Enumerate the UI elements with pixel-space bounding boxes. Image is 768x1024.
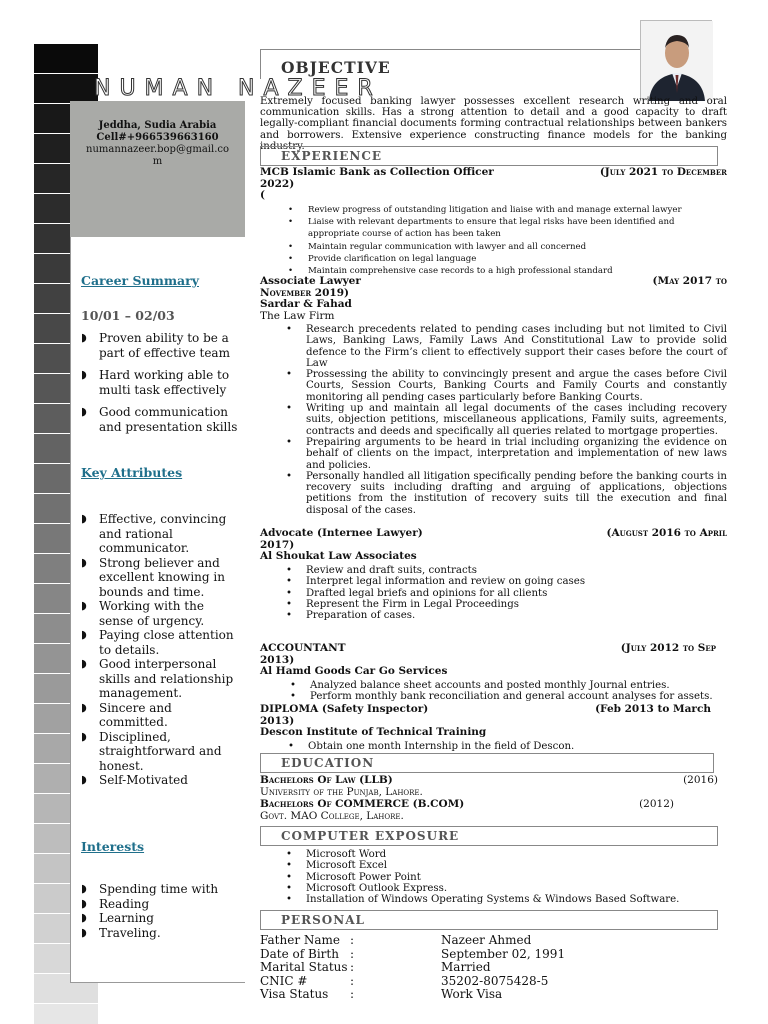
job-dates: (Feb 2013 to March <box>595 703 711 715</box>
personal-value: September 02, 1991 <box>441 946 566 961</box>
personal-value: 35202-8075428-5 <box>441 973 549 988</box>
job-2-duties <box>282 324 727 516</box>
employer-sub: The Law Firm <box>260 309 335 322</box>
career-dates: 10/01 – 02/03 <box>81 308 175 323</box>
experience-heading-text: EXPERIENCE <box>281 149 383 163</box>
job-5-duties <box>284 741 724 752</box>
institution: University of the Punjab, Lahore. <box>260 785 423 798</box>
list-item: • Interpret legal information and review on going cases <box>282 576 722 587</box>
list-item: • Maintain comprehensive case records to a high professional standard <box>284 265 726 277</box>
email-line-2: m <box>152 156 163 167</box>
employer: Al Hamd Goods Car Go Services <box>260 665 448 677</box>
career-summary-heading: Career Summary <box>81 273 199 288</box>
degree-year: (2016) <box>683 774 718 786</box>
personal-label: CNIC # <box>260 973 308 988</box>
list-item: ◗ Traveling. <box>81 926 241 941</box>
objective-heading <box>260 49 640 79</box>
list-item: • Liaise with relevant departments to ensure that legal risks have been identified and appropriate course of action has been taken <box>284 216 726 240</box>
interests-list <box>81 882 241 940</box>
job-dates: (August 2016 to April <box>606 527 727 539</box>
list-item: • Microsoft Outlook Express. <box>282 883 722 894</box>
job-paren: ( <box>260 189 265 201</box>
job-3-duties <box>282 565 722 621</box>
job-4-duties <box>286 680 726 703</box>
list-item: • Provide clarification on legal language <box>284 253 726 265</box>
personal-value: Married <box>441 960 491 975</box>
computer-exposure-heading-text: COMPUTER EXPOSURE <box>281 829 460 843</box>
personal-heading <box>260 910 718 930</box>
list-item: ◗ Disciplined, straightforward and honest. <box>81 730 241 774</box>
job-dates-end: November 2019) <box>260 286 350 299</box>
personal-separator: : <box>350 973 355 988</box>
degree-year: (2012) <box>639 798 674 810</box>
computer-skills-list <box>282 849 722 905</box>
list-item: • Perform monthly bank reconciliation and general account analyses for assets. <box>286 691 726 702</box>
personal-value: Work Visa <box>441 987 503 1002</box>
list-item: ◗ Good communication and presentation skills <box>81 405 241 434</box>
list-item: • Microsoft Excel <box>282 860 722 871</box>
list-item: ◗ Spending time with <box>81 882 241 897</box>
job-1-duties <box>284 204 726 277</box>
list-item: • Microsoft Power Point <box>282 872 722 883</box>
list-item: • Preparation of cases. <box>282 610 722 621</box>
list-item: ◗ Self-Motivated <box>81 773 241 788</box>
list-item: • Maintain regular communication with lawyer and all concerned <box>284 241 726 253</box>
institution: Govt. MAO College, Lahore. <box>260 809 404 822</box>
list-item: • Prepairing arguments to be heard in trial including organizing the evidence on behalf of clients on the impact, interpretation and implementation of new laws and policies. <box>282 437 727 471</box>
strip-segment <box>34 44 98 73</box>
list-item: • Microsoft Word <box>282 849 722 860</box>
list-item: ◗ Paying close attention to details. <box>81 628 241 657</box>
key-attributes-list <box>81 512 241 788</box>
list-item: ◗ Proven ability to be a part of effective team <box>81 331 241 360</box>
list-item: • Analyzed balance sheet accounts and posted monthly Journal entries. <box>286 680 726 691</box>
list-item: • Drafted legal briefs and opinions for all clients <box>282 588 722 599</box>
list-item: • Writing up and maintain all legal documents of the cases including recovery suits, objection petitions, miscellaneous applications, Family suits, agreements, contracts and deeds and specifically all queries related to mortgage properties. <box>282 403 727 437</box>
computer-exposure-heading <box>260 826 718 846</box>
education-entry-1 <box>260 775 718 798</box>
interests-heading: Interests <box>81 839 145 854</box>
personal-separator: : <box>350 946 355 961</box>
personal-details <box>260 934 720 1004</box>
list-item: ◗ Good interpersonal skills and relationship management. <box>81 657 241 701</box>
personal-heading-text: PERSONAL <box>281 913 365 927</box>
strip-segment <box>34 74 98 103</box>
degree: Bachelors Of COMMERCE (B.COM) <box>260 798 465 810</box>
list-item: ◗ Strong believer and excellent knowing in bounds and time. <box>81 556 241 600</box>
list-item: ◗ Reading <box>81 897 241 912</box>
personal-label: Father Name <box>260 933 341 947</box>
list-item: • Research precedents related to pending cases including but not limited to Civil Laws, Banking Laws, Family Laws And Constitutional Law to provide solid defence to the Firm’s client to effectively support their cases before the court of Law <box>282 324 727 369</box>
degree: Bachelors Of Law (LLB) <box>260 774 393 786</box>
job-1 <box>260 167 727 202</box>
list-item: ◗ Learning <box>81 911 241 926</box>
list-item: ◗ Sincere and committed. <box>81 701 241 730</box>
list-item: • Prossessing the ability to convincingly present and argue the cases before Civil Courts, Session Courts, Banking Courts and Family Courts and constantly monitoring all pending cases particularly before Banking Courts. <box>282 369 727 403</box>
job-dates-end: 2022) <box>260 177 295 190</box>
list-item: • Review and draft suits, contracts <box>282 565 722 576</box>
job-dates: (July 2012 to Sep <box>620 642 716 654</box>
job-dates-end: 2013) <box>260 714 295 727</box>
objective-text: Extremely focused banking lawyer possesses excellent research writing and oral communication skills. Has a strong attention to detail and a good capacity to draft legally-compliant financial documents forming contractual relationships between bankers and borrowers. Extensive experience constructing finance models for the banking industry. <box>260 96 727 152</box>
personal-label: Marital Status <box>260 960 348 975</box>
job-dates-end: 2013) <box>260 653 295 666</box>
objective-heading-text: OBJECTIVE <box>281 58 391 77</box>
personal-label: Date of Birth <box>260 946 339 961</box>
career-summary-list <box>81 331 241 434</box>
personal-label: Visa Status <box>260 987 329 1002</box>
list-item: • Review progress of outstanding litigation and liaise with and manage external lawyer <box>284 204 726 216</box>
profile-photo <box>640 20 712 100</box>
experience-heading <box>260 146 718 166</box>
person-photo-icon <box>641 21 713 101</box>
job-title: ACCOUNTANT <box>260 642 346 654</box>
job-title: DIPLOMA (Safety Inspector) <box>260 703 429 715</box>
job-2 <box>260 276 727 322</box>
job-title: Advocate (Internee Lawyer) <box>260 527 423 539</box>
job-dates: (July 2021 to December <box>599 166 727 178</box>
employer: Descon Institute of Technical Training <box>260 726 487 738</box>
education-entry-2 <box>260 799 674 822</box>
job-4 <box>260 643 716 678</box>
education-heading <box>260 753 714 773</box>
employer: Sardar & Fahad <box>260 298 352 310</box>
location: Jeddha, Sudia Arabia <box>98 120 217 131</box>
list-item: ◗ Hard working able to multi task effectively <box>81 368 241 397</box>
education-heading-text: EDUCATION <box>281 756 375 770</box>
personal-separator: : <box>350 987 355 1002</box>
list-item: • Personally handled all litigation specifically pending before the banking courts in recovery suits including drafting and arguing of applications, objections petitions from the institution of recovery suits till the execution and final disposal of the cases. <box>282 471 727 516</box>
list-item: ◗ Effective, convincing and rational communicator. <box>81 512 241 556</box>
list-item: ◗ Working with the sense of urgency. <box>81 599 241 628</box>
list-item: • Represent the Firm in Legal Proceedings <box>282 599 722 610</box>
candidate-name: NUMAN NAZEER <box>94 76 382 101</box>
job-title: MCB Islamic Bank as Collection Officer <box>260 166 494 178</box>
job-5 <box>260 704 711 739</box>
personal-value: Nazeer Ahmed <box>441 933 532 947</box>
personal-separator: : <box>350 933 355 947</box>
key-attributes-heading: Key Attributes <box>81 465 183 480</box>
phone-number: Cell#+966539663160 <box>96 132 219 143</box>
email-line-1: numannazeer.bop@gmail.co <box>86 144 229 155</box>
job-3 <box>260 528 727 563</box>
job-dates-end: 2017) <box>260 538 295 551</box>
job-dates: (May 2017 to <box>652 275 727 287</box>
list-item: • Installation of Windows Operating Systems & Windows Based Software. <box>282 894 722 905</box>
job-title: Associate Lawyer <box>260 275 361 287</box>
list-item: • Obtain one month Internship in the field of Descon. <box>284 741 724 752</box>
sidebar <box>70 237 245 983</box>
personal-separator: : <box>350 960 355 975</box>
employer: Al Shoukat Law Associates <box>260 550 417 562</box>
strip-segment <box>34 1004 98 1024</box>
contact-card <box>70 101 245 237</box>
